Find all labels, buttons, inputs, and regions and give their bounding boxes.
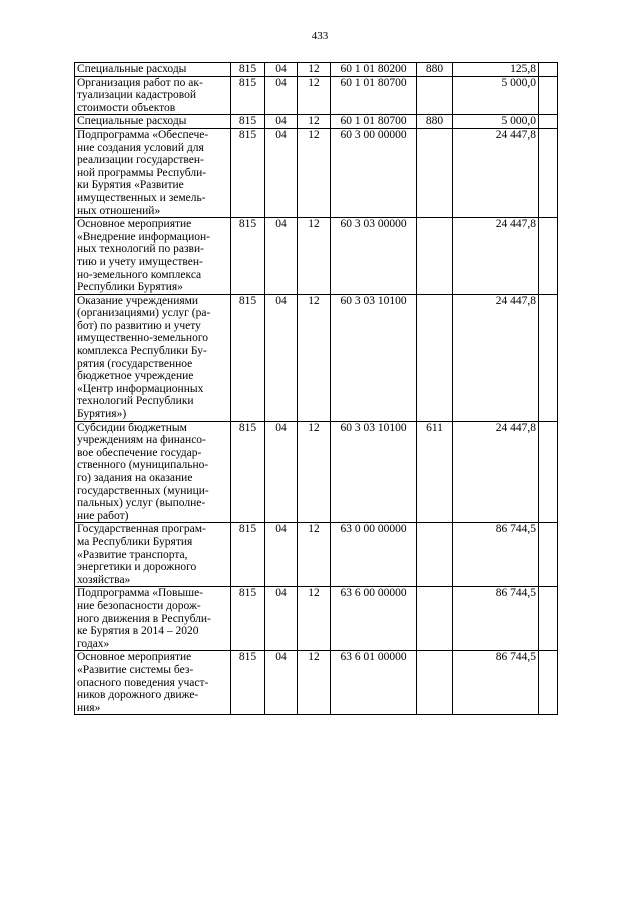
- row-name-line: «Развитие системы без-: [77, 663, 194, 676]
- table-row: [75, 294, 558, 421]
- expense-type-cell: 611: [417, 421, 453, 523]
- row-name-line: хозяйства»: [77, 573, 131, 586]
- expense-type-cell: 880: [417, 115, 453, 129]
- budget-table: [74, 62, 558, 715]
- row-name-line: ки Бурятия «Развитие: [77, 179, 184, 192]
- row-name-line: учреждениям на финансо-: [77, 434, 206, 447]
- row-name-line: рятия (государственное: [77, 357, 193, 370]
- row-name-line: комплекса Республики Бу-: [77, 345, 207, 358]
- budget-table-body: [75, 63, 558, 715]
- row-name-cell: [75, 651, 231, 715]
- amount-cell: 86 744,5: [453, 651, 539, 715]
- row-name-line: «Центр информационных: [77, 382, 204, 395]
- razdel-cell: 04: [265, 421, 298, 523]
- razdel-cell: 04: [265, 218, 298, 295]
- ved-cell: 815: [231, 587, 265, 651]
- target-article-cell: 60 3 00 00000: [331, 128, 417, 217]
- expense-type-cell: [417, 218, 453, 295]
- empty-edge-cell: [539, 587, 558, 651]
- row-name-line: ние работ): [77, 509, 129, 522]
- amount-cell: 24 447,8: [453, 421, 539, 523]
- row-name-line: годах»: [77, 637, 110, 650]
- podrazdel-cell: 12: [298, 76, 331, 115]
- ved-cell: 815: [231, 523, 265, 587]
- empty-edge-cell: [539, 218, 558, 295]
- razdel-cell: 04: [265, 128, 298, 217]
- ved-cell: 815: [231, 115, 265, 129]
- razdel-cell: 04: [265, 294, 298, 421]
- row-name-line: (организациями) услуг (ра-: [77, 307, 211, 320]
- ved-cell: 815: [231, 76, 265, 115]
- row-name-line: ных отношений»: [77, 204, 161, 217]
- expense-type-cell: [417, 523, 453, 587]
- table-row: [75, 76, 558, 115]
- razdel-cell: 04: [265, 523, 298, 587]
- podrazdel-cell: 12: [298, 651, 331, 715]
- empty-edge-cell: [539, 115, 558, 129]
- ved-cell: 815: [231, 651, 265, 715]
- row-name-line: Специальные расходы: [77, 63, 187, 75]
- row-name-line: «Внедрение информацион-: [77, 230, 210, 243]
- row-name-line: ных технологий по разви-: [77, 243, 204, 256]
- row-name-line: Специальные расходы: [77, 115, 187, 128]
- target-article-cell: 63 6 00 00000: [331, 587, 417, 651]
- target-article-cell: 60 3 03 00000: [331, 218, 417, 295]
- razdel-cell: 04: [265, 587, 298, 651]
- row-name-line: стоимости объектов: [77, 101, 176, 114]
- row-name-cell: [75, 76, 231, 115]
- row-name-line: Основное мероприятие: [77, 218, 192, 231]
- podrazdel-cell: 12: [298, 63, 331, 77]
- row-name-line: ние безопасности дорож-: [77, 599, 201, 612]
- razdel-cell: 04: [265, 63, 298, 77]
- amount-cell: 24 447,8: [453, 128, 539, 217]
- razdel-cell: 04: [265, 115, 298, 129]
- expense-type-cell: [417, 128, 453, 217]
- razdel-cell: 04: [265, 651, 298, 715]
- expense-type-cell: 880: [417, 63, 453, 77]
- row-name-cell: [75, 218, 231, 295]
- row-name-cell: [75, 63, 231, 77]
- row-name-line: ние создания условий для: [77, 141, 204, 154]
- row-name-line: тию и учету имуществен-: [77, 255, 203, 268]
- ved-cell: 815: [231, 421, 265, 523]
- empty-edge-cell: [539, 63, 558, 77]
- table-row: [75, 218, 558, 295]
- row-name-line: технологий Республики: [77, 395, 194, 408]
- row-name-line: государственных (муници-: [77, 484, 209, 497]
- row-name-line: вое обеспечение государ-: [77, 446, 202, 459]
- amount-cell: 86 744,5: [453, 587, 539, 651]
- target-article-cell: 63 6 01 00000: [331, 651, 417, 715]
- empty-edge-cell: [539, 651, 558, 715]
- row-name-line: Субсидии бюджетным: [77, 421, 187, 434]
- row-name-line: Организация работ по ак-: [77, 76, 203, 89]
- podrazdel-cell: 12: [298, 294, 331, 421]
- amount-cell: 24 447,8: [453, 218, 539, 295]
- empty-edge-cell: [539, 523, 558, 587]
- row-name-line: ма Республики Бурятия: [77, 535, 193, 548]
- empty-edge-cell: [539, 421, 558, 523]
- expense-type-cell: [417, 587, 453, 651]
- podrazdel-cell: 12: [298, 128, 331, 217]
- row-name-line: Республики Бурятия»: [77, 281, 183, 294]
- row-name-cell: [75, 421, 231, 523]
- target-article-cell: 60 1 01 80700: [331, 115, 417, 129]
- expense-type-cell: [417, 651, 453, 715]
- table-row: [75, 115, 558, 129]
- row-name-cell: [75, 523, 231, 587]
- table-row: [75, 128, 558, 217]
- row-name-line: го) задания на оказание: [77, 472, 193, 484]
- expense-type-cell: [417, 294, 453, 421]
- podrazdel-cell: 12: [298, 523, 331, 587]
- ved-cell: 815: [231, 63, 265, 77]
- expense-type-cell: [417, 76, 453, 115]
- amount-cell: 5 000,0: [453, 76, 539, 115]
- row-name-line: но-земельного комплекса: [77, 268, 202, 281]
- ved-cell: 815: [231, 294, 265, 421]
- razdel-cell: 04: [265, 76, 298, 115]
- table-row: [75, 523, 558, 587]
- row-name-line: бот) по развитию и учету: [77, 319, 201, 332]
- row-name-cell: [75, 294, 231, 421]
- table-row: [75, 587, 558, 651]
- row-name-line: имущественно-земельного: [77, 332, 209, 345]
- podrazdel-cell: 12: [298, 218, 331, 295]
- table-row: [75, 421, 558, 523]
- row-name-line: имущественных и земель-: [77, 191, 206, 204]
- target-article-cell: 60 1 01 80200: [331, 63, 417, 77]
- row-name-line: ственного (муниципально-: [77, 459, 209, 472]
- row-name-line: Бурятия»): [77, 408, 127, 421]
- target-article-cell: 60 1 01 80700: [331, 76, 417, 115]
- empty-edge-cell: [539, 76, 558, 115]
- table-row: [75, 651, 558, 715]
- row-name-line: ников дорожного движе-: [77, 689, 199, 702]
- row-name-line: Государственная програм-: [77, 523, 206, 536]
- row-name-line: ного движения в Республи-: [77, 612, 211, 625]
- row-name-cell: [75, 587, 231, 651]
- amount-cell: 86 744,5: [453, 523, 539, 587]
- row-name-cell: [75, 115, 231, 129]
- target-article-cell: 60 3 03 10100: [331, 421, 417, 523]
- target-article-cell: 60 3 03 10100: [331, 294, 417, 421]
- podrazdel-cell: 12: [298, 115, 331, 129]
- row-name-line: ния»: [77, 701, 101, 714]
- row-name-line: пальных) услуг (выполне-: [77, 497, 206, 510]
- page-number: 433: [311, 30, 329, 42]
- row-name-line: опасного поведения участ-: [77, 676, 209, 689]
- row-name-line: Подпрограмма «Повыше-: [77, 587, 204, 600]
- row-name-line: энергетики и дорожного: [77, 561, 197, 574]
- row-name-line: Оказание учреждениями: [77, 294, 199, 307]
- amount-cell: 24 447,8: [453, 294, 539, 421]
- row-name-line: туализации кадастровой: [77, 89, 197, 102]
- ved-cell: 815: [231, 218, 265, 295]
- row-name-line: Основное мероприятие: [77, 651, 192, 664]
- row-name-line: «Развитие транспорта,: [77, 548, 188, 561]
- podrazdel-cell: 12: [298, 421, 331, 523]
- amount-cell: 125,8: [453, 63, 539, 77]
- target-article-cell: 63 0 00 00000: [331, 523, 417, 587]
- ved-cell: 815: [231, 128, 265, 217]
- row-name-line: ной программы Республи-: [77, 166, 207, 179]
- row-name-cell: [75, 128, 231, 217]
- empty-edge-cell: [539, 128, 558, 217]
- row-name-line: Подпрограмма «Обеспече-: [77, 128, 209, 141]
- row-name-line: реализации государствен-: [77, 154, 204, 167]
- amount-cell: 5 000,0: [453, 115, 539, 129]
- row-name-line: ке Бурятия в 2014 – 2020: [77, 625, 199, 638]
- table-row: [75, 63, 558, 77]
- podrazdel-cell: 12: [298, 587, 331, 651]
- row-name-line: бюджетное учреждение: [77, 370, 194, 383]
- empty-edge-cell: [539, 294, 558, 421]
